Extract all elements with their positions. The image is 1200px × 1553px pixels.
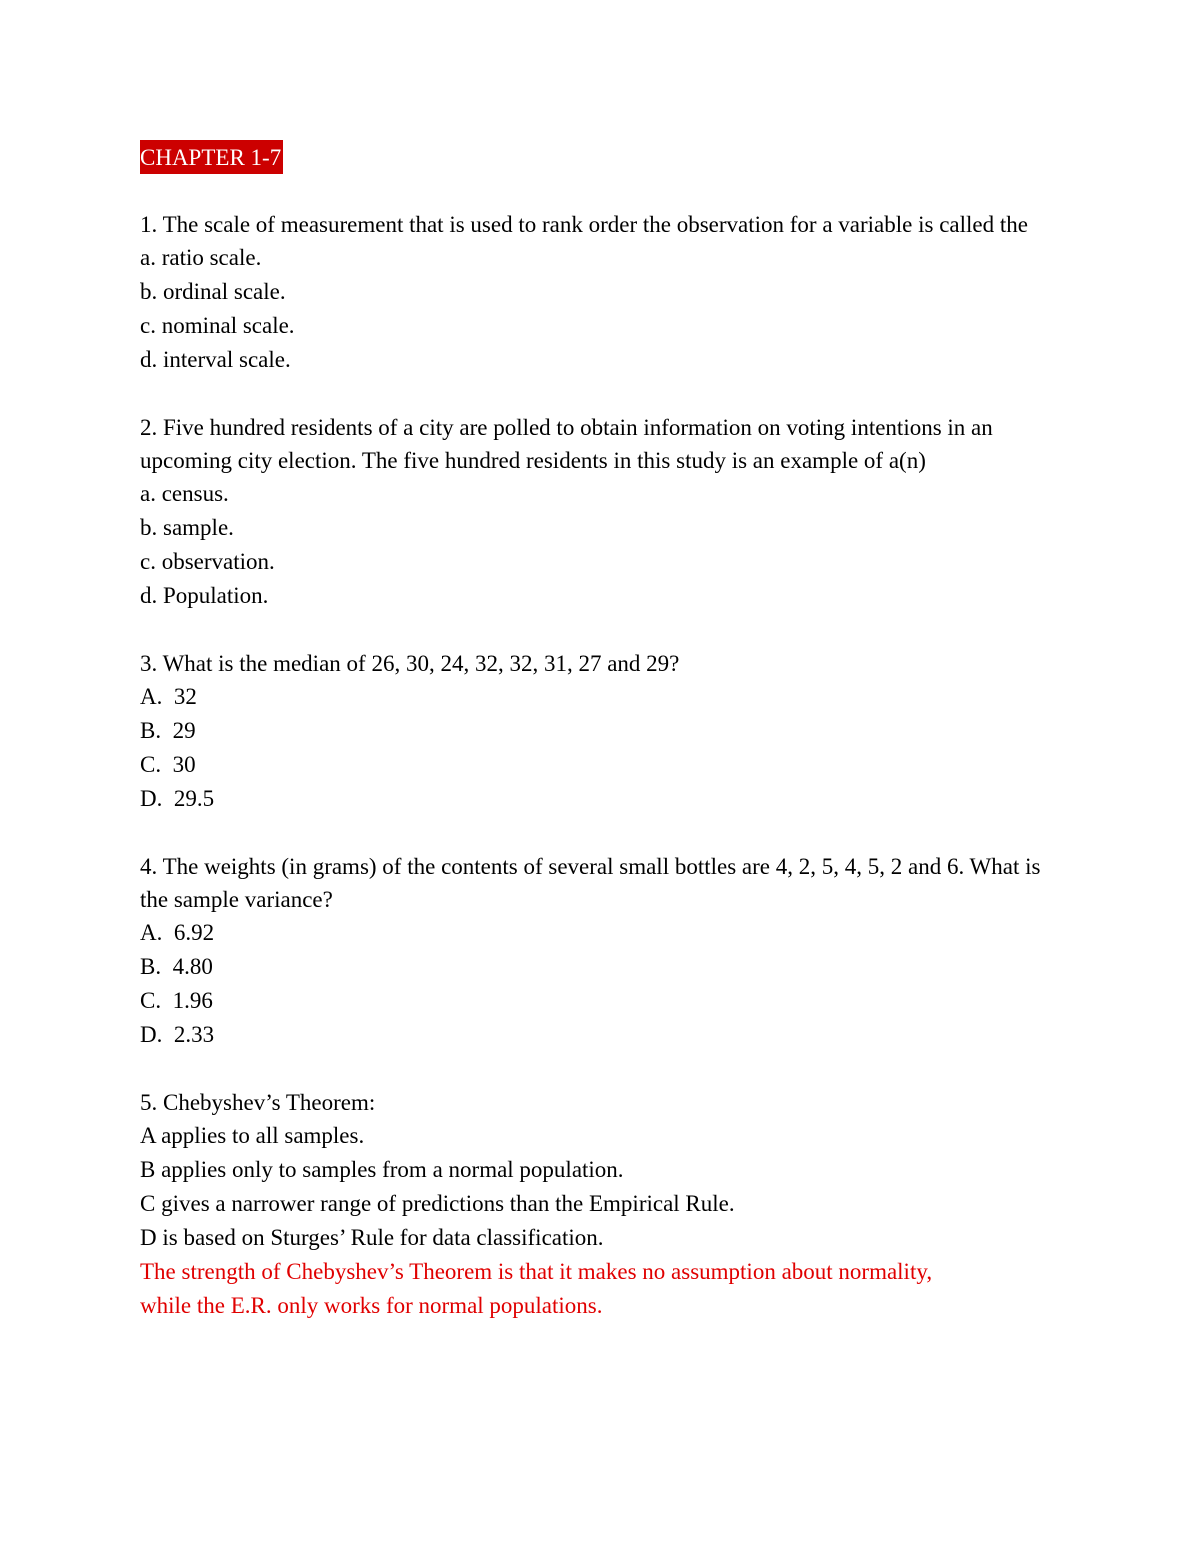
answer-note (140, 1255, 1070, 1323)
option-b: B. 4.80 (140, 954, 213, 979)
question-3 (140, 647, 1070, 816)
question-2 (140, 411, 1070, 613)
option-c: c. observation. (140, 549, 275, 574)
question-text: 5. Chebyshev’s Theorem: (140, 1090, 376, 1115)
option-c: C. 30 (140, 752, 196, 777)
question-text: 1. The scale of measurement that is used to rank order the observation for a variable is called the (140, 212, 1028, 237)
option-c: C. 1.96 (140, 988, 213, 1013)
question-4 (140, 850, 1070, 1052)
option-c: C gives a narrower range of predictions than the Empirical Rule. (140, 1191, 735, 1216)
option-c: c. nominal scale. (140, 313, 295, 338)
chapter-heading (140, 140, 1070, 174)
option-d: d. Population. (140, 583, 269, 608)
document-content (140, 140, 1070, 1323)
question-text: 2. Five hundred residents of a city are polled to obtain information on voting intentions in an upcoming city election. The five hundred residents in this study is an example of a(n) (140, 415, 999, 473)
option-a: A. 6.92 (140, 920, 215, 945)
option-a: a. ratio scale. (140, 245, 262, 270)
option-a: A applies to all samples. (140, 1123, 365, 1148)
answer-note-line-1: The strength of Chebyshev’s Theorem is that it makes no assumption about normality, (140, 1259, 933, 1284)
question-1 (140, 208, 1070, 377)
answer-note-line-2: while the E.R. only works for normal populations. (140, 1293, 603, 1318)
option-d: d. interval scale. (140, 347, 291, 372)
option-d: D. 2.33 (140, 1022, 215, 1047)
option-d: D. 29.5 (140, 786, 215, 811)
option-a: a. census. (140, 481, 229, 506)
option-b: B applies only to samples from a normal population. (140, 1157, 624, 1182)
chapter-label: CHAPTER 1-7 (140, 140, 283, 174)
option-d: D is based on Sturges’ Rule for data classification. (140, 1225, 604, 1250)
option-a: A. 32 (140, 684, 197, 709)
option-b: b. ordinal scale. (140, 279, 286, 304)
option-b: b. sample. (140, 515, 234, 540)
question-5 (140, 1086, 1070, 1323)
question-text: 4. The weights (in grams) of the contents of several small bottles are 4, 2, 5, 4, 5, 2 and 6. What is the sample variance? (140, 854, 1047, 912)
question-text: 3. What is the median of 26, 30, 24, 32, 32, 31, 27 and 29? (140, 651, 680, 676)
option-b: B. 29 (140, 718, 196, 743)
